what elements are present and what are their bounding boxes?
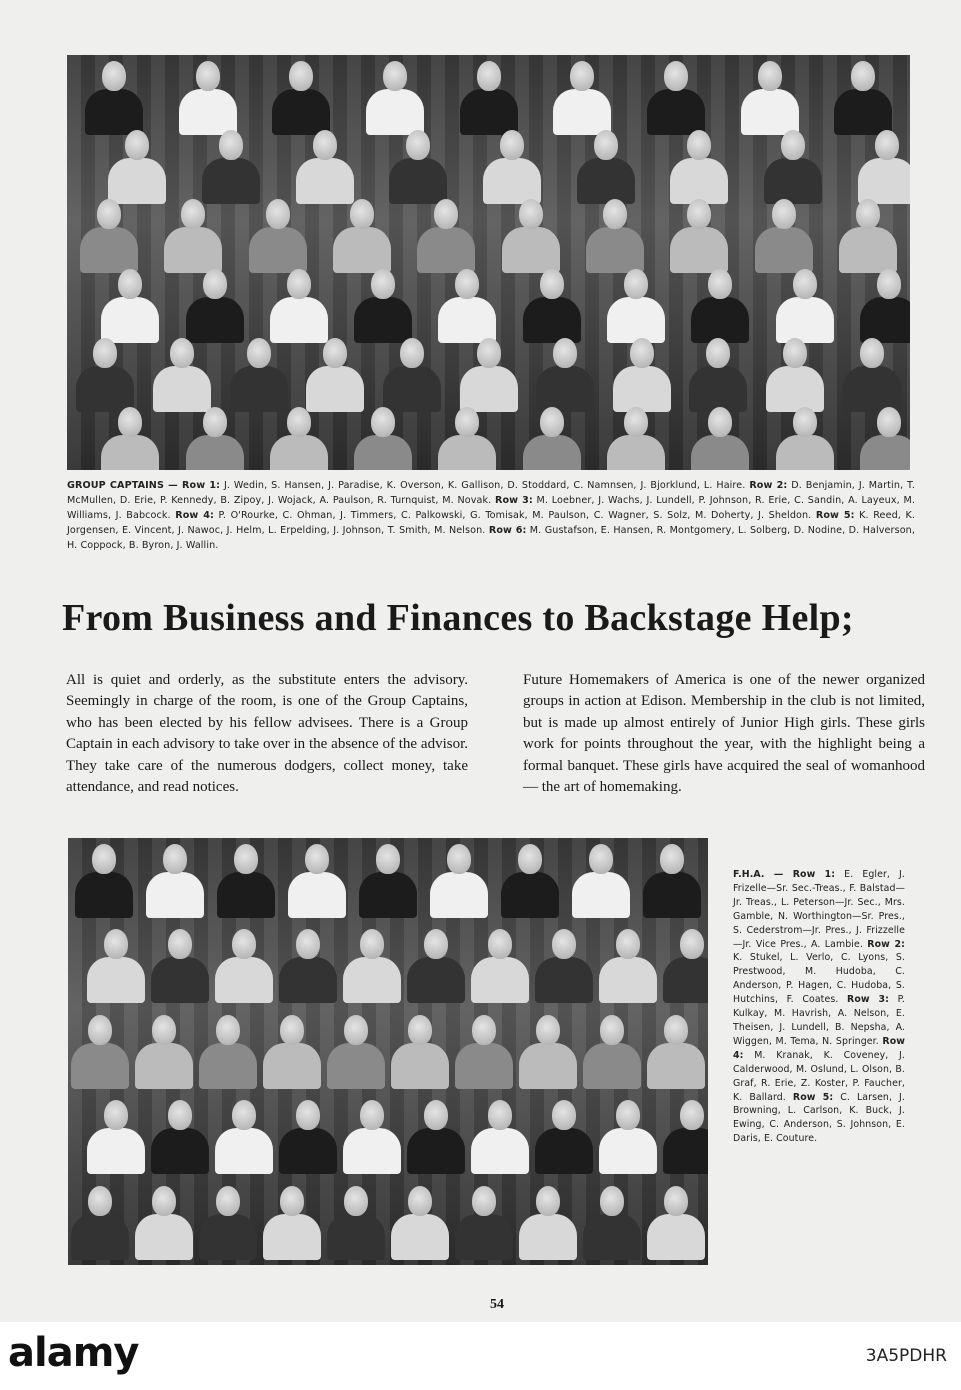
row-names: P. Kulkay, M. Havrish, A. Nelson, E. Theisen, J. Lundell, B. Nepsha, A. Wiggen, M. Tema, N. Springer. [733,994,905,1047]
row-names: E. Egler, J. Frizelle—Sr. Sec.-Treas., F. Balstad—Jr. Treas., L. Peterson—Jr. Sec., Mrs. Gamble, N. Worthington—Sr. Pres., S. Cederstrom—Jr. Pres., J. Frizzelle—Jr. Vice Pres., A. Lambie. [733,869,905,950]
row-label: Row 1: [182,480,221,491]
row-label: Row 3: [847,994,890,1006]
body-text-right: Future Homemakers of America is one of the newer organized groups in action at Edison. Membership in the club is not limited, but is made up almost entirely of Junior High girls. These girls work for points throughout the year, with the highlight being a formal banquet. These girls have acquired the seal of womanhood — the art of homemaking. [523,672,925,796]
row-label: Row 5: [815,510,855,521]
caption-lead: GROUP CAPTAINS — [67,480,183,491]
row-names: J. Wedin, S. Hansen, J. Paradise, K. Overson, K. Gallison, D. Stoddard, C. Namnsen, J. Bjorklund, L. Haire. [220,480,750,491]
page-number: 54 [490,1297,504,1312]
watermark-logo: alamy [8,1330,139,1376]
watermark-strip [0,1322,961,1390]
caption-lead: F.H.A. — [733,869,793,880]
row-label: Row 2: [867,938,905,950]
row-label: Row 1: [792,869,836,880]
row-names: M. Loebner, J. Wachs, J. Lundell, P. Johnson, R. Erie, C. Sandin, A. Layeux, M. Williams, J. Babcock. [67,495,915,521]
row-label: Row 5: [792,1091,834,1103]
group-captains-photo [67,55,910,470]
fha-caption [733,868,905,1146]
row-names: K. Reed, K. Jorgensen, E. Vincent, J. Nawoc, J. Helm, L. Erpelding, J. Johnson, T. Smith, M. Nelson. [67,510,915,536]
group-captains-caption [67,478,915,553]
row-label: Row 4: [733,1035,905,1061]
row-label: Row 6: [488,525,527,536]
body-text-left: All is quiet and orderly, as the substitute enters the advisory. Seemingly in charge of the room, is one of the Group Captains, who has been elected by his fellow advisees. There is a Group Captain in each advisory to take over in the absence of the advisor. They take care of the numerous dodgers, collect money, take attendance, and read notices. [66,672,468,796]
row-label: Row 3: [494,495,533,506]
fha-photo [68,838,708,1265]
row-names: P. O'Rourke, C. Ohman, J. Timmers, C. Palkowski, G. Tomisak, M. Paulson, C. Wagner, S. Solz, M. Doherty, J. Sheldon. [213,510,816,521]
row-names: C. Larsen, J. Browning, L. Carlson, K. Buck, J. Ewing, C. Anderson, S. Johnson, E. Daris, E. Couture. [733,1091,905,1145]
row-names: M. Gustafson, E. Hansen, R. Montgomery, L. Solberg, D. Nodine, D. Halverson, H. Coppock, B. Byron, J. Wallin. [67,525,916,551]
row-label: Row 4: [175,510,214,521]
watermark-image-id: 3A5PDHR [865,1346,947,1366]
row-names: K. Stukel, L. Verlo, C. Lyons, S. Prestwood, M. Hudoba, C. Anderson, P. Hagen, C. Hudoba, S. Hutchins, F. Coates. [733,952,905,1006]
page-headline: From Business and Finances to Backstage Help; [62,597,854,639]
row-label: Row 2: [749,480,788,491]
row-names: D. Benjamin, J. Martin, T. McMullen, D. Erie, P. Kennedy, B. Zipoy, J. Wojack, A. Paulson, R. Turnquist, M. Novak. [67,480,916,506]
row-names: M. Kranak, K. Coveney, J. Calderwood, M. Oslund, L. Olson, B. Graf, R. Erie, Z. Koster, P. Faucher, K. Ballard. [733,1049,905,1103]
